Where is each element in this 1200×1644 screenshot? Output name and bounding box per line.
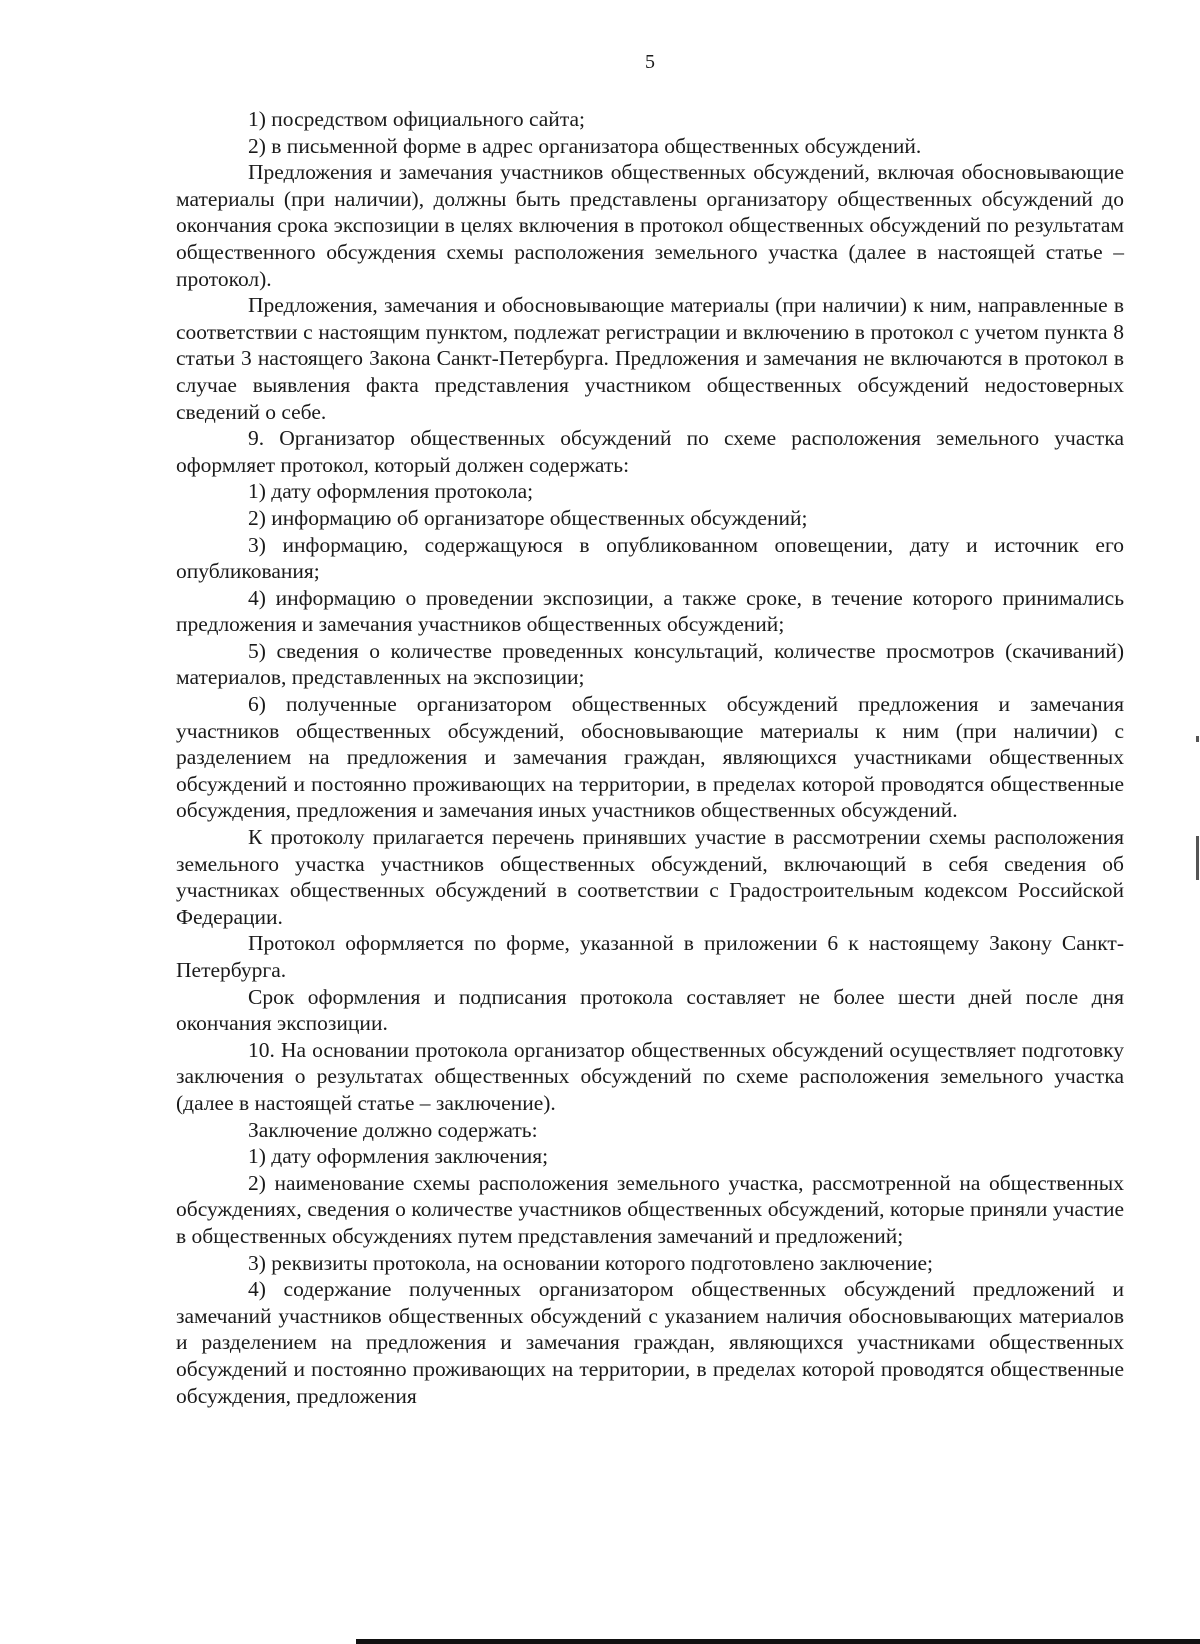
paragraph: Срок оформления и подписания протокола составляет не более шести дней после дня окончания экспозиции. [176,984,1124,1036]
paragraph: Протокол оформляется по форме, указанной в приложении 6 к настоящему Закону Санкт-Петербурга. [176,931,1124,982]
paragraph: Заключение должно содержать: [248,1117,538,1142]
paragraph: 2) наименование схемы расположения земельного участка, рассмотренной на общественных обсуждениях, сведения о количестве участников общественных обсуждений, которые приняли участие в общественных обсуждениях путем представления замечаний и предложений; [176,1170,1124,1248]
page-bottom-rule [356,1639,1200,1644]
paragraph: К протоколу прилагается перечень принявших участие в рассмотрении схемы расположения земельного участка участников общественных обсуждений, включающий в себя сведения об участниках общественных обсуждений в соответствии с Градостроительным кодексом Российской Федерации. [176,825,1124,929]
paragraph: 2) информацию об организаторе общественных обсуждений; [248,505,808,530]
page-number: 5 [645,51,655,73]
paragraph: 1) дату оформления заключения; [248,1144,549,1169]
paragraph: 6) полученные организатором общественных обсуждений предложения и замечания участников общественных обсуждений, обосновывающие материалы к ним (при наличии) с разделением на предложения и замечания граждан, являющихся участниками общественных обсуждений и постоянно проживающих на территории, в пределах которой проводятся общественные обсуждения, предложения и замечания иных участников общественных обсуждений. [176,692,1124,823]
paragraph: 2) в письменной форме в адрес организатора общественных обсуждений. [248,133,922,158]
paragraph: Предложения и замечания участников общественных обсуждений, включая обосновывающие материалы (при наличии), должны быть представлены организатору общественных обсуждений до окончания срока экспозиции в целях включения в протокол общественных обсуждений по результатам общественного обсуждения схемы расположения земельного участка (далее в настоящей статье – протокол). [176,160,1124,291]
paragraph: 4) содержание полученных организатором общественных обсуждений предложений и замечаний участников общественных обсуждений с указанием наличия обосновывающих материалов и разделением на предложения и замечания граждан, являющихся участниками общественных обсуждений и постоянно проживающих на территории, в пределах которой проводятся общественные обсуждения, предложения [176,1277,1124,1408]
paragraph: 1) посредством официального сайта; [248,107,585,131]
paragraph: 9. Организатор общественных обсуждений по схеме расположения земельного участка оформляет протокол, который должен содержать: [176,426,1124,477]
paragraph: 3) информацию, содержащуюся в опубликованном оповещении, дату и источник его опубликования; [176,532,1124,584]
paragraph: 4) информацию о проведении экспозиции, а также сроке, в течение которого принимались предложения и замечания участников общественных обсуждений; [176,585,1124,637]
paragraph: Предложения, замечания и обосновывающие материалы (при наличии) к ним, направленные в соответствии с настоящим пунктом, подлежат регистрации и включению в протокол с учетом пункта 8 статьи 3 настоящего Закона Санкт-Петербурга. Предложения и замечания не включаются в протокол в случае выявления факта представления участником общественных обсуждений недостоверных сведений о себе. [176,293,1124,424]
paragraph: 3) реквизиты протокола, на основании которого подготовлено заключение; [248,1250,934,1275]
scan-artifact-mark [1196,736,1199,742]
paragraph: 10. На основании протокола организатор общественных обсуждений осуществляет подготовку заключения о результатах общественных обсуждений по схеме расположения земельного участка (далее в настоящей статье – заключение). [176,1037,1124,1115]
document-body [176,106,1124,1409]
scan-artifact-mark [1196,836,1199,880]
paragraph: 1) дату оформления протокола; [248,479,534,504]
paragraph: 5) сведения о количестве проведенных консультаций, количестве просмотров (скачиваний) материалов, представленных на экспозиции; [176,638,1124,690]
